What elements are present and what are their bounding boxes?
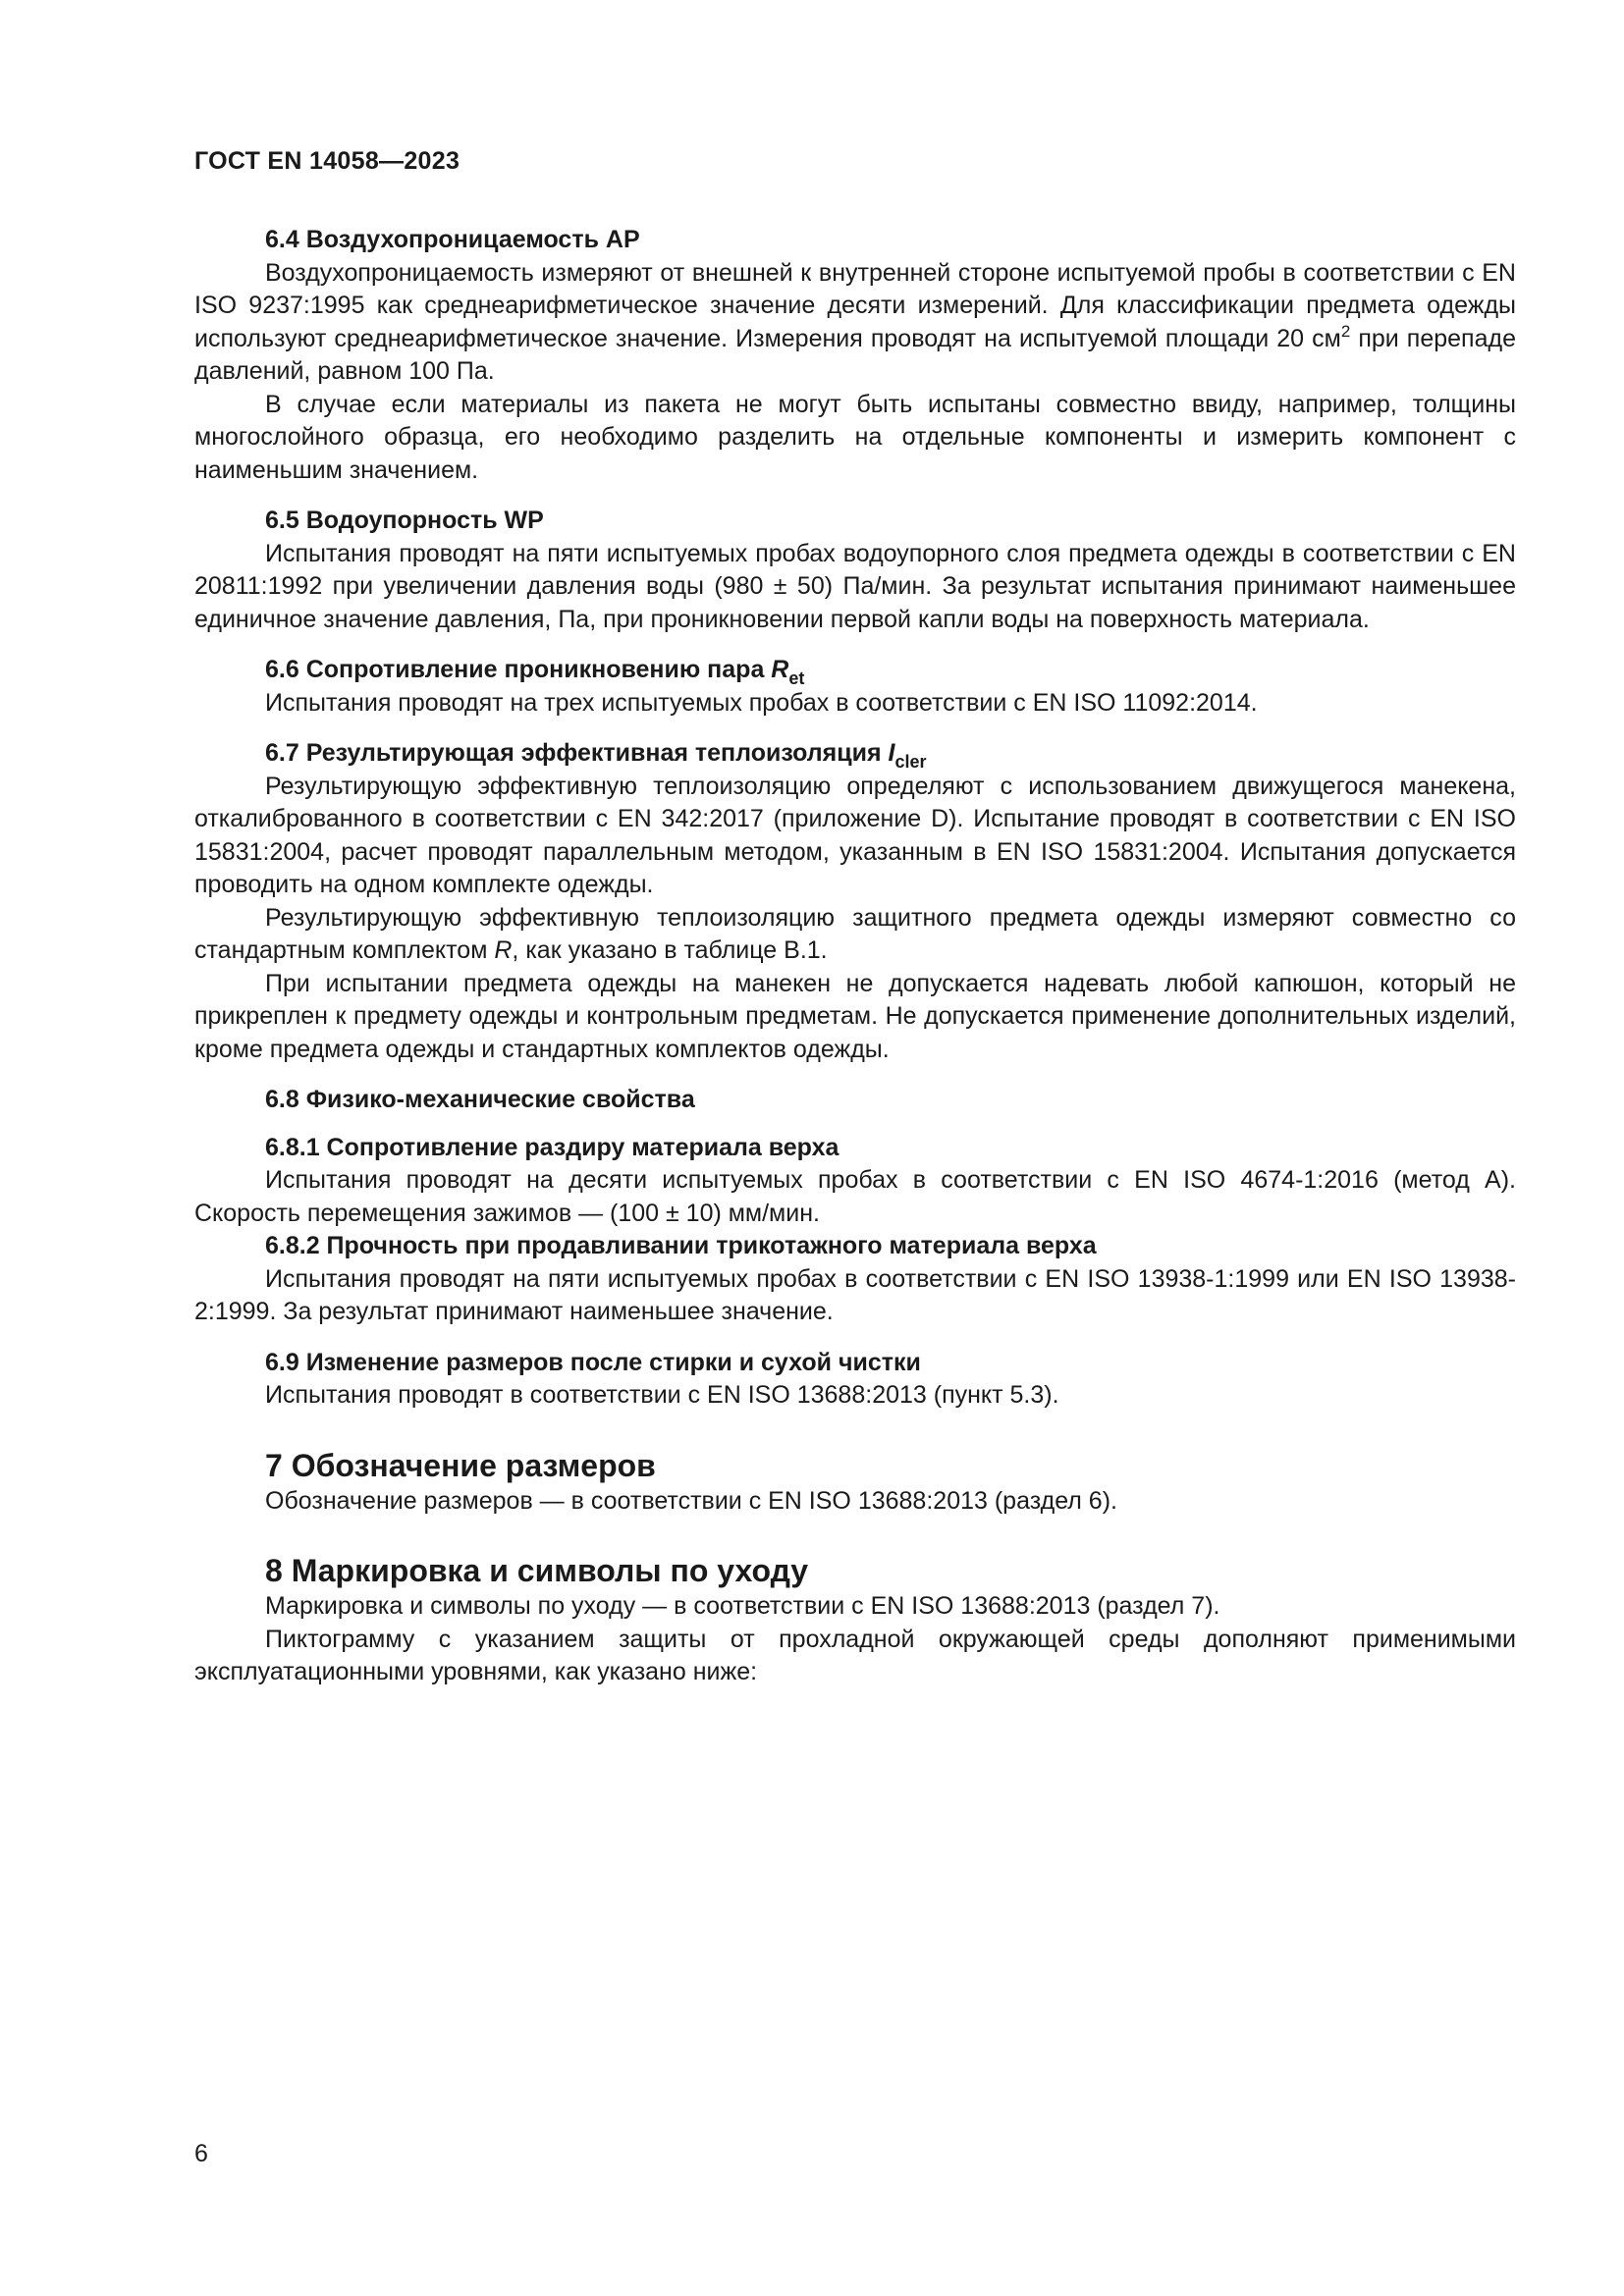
page-number: 6 xyxy=(194,2140,208,2167)
section-6-4-p1-superscript: 2 xyxy=(1340,321,1351,341)
section-6-7-subscript: cler xyxy=(894,752,927,772)
section-6-7-title-text: 6.7 Результирующая эффективная теплоизоляция xyxy=(265,739,889,767)
section-6-6-subscript: et xyxy=(788,668,805,688)
section-6-7-p2-text-a: Результирующую эффективную теплоизоляцию защитного предмета одежды измеряют совместно со стандартным комплектом xyxy=(194,903,1516,964)
section-6-6-title-text: 6.6 Сопротивление проникновению пара xyxy=(265,656,772,683)
section-6-6-paragraph-1: Испытания проводят на трех испытуемых пробах в соответствии с EN ISO 11092:2014. xyxy=(265,688,1258,717)
section-6-7-paragraph-1: Результирующую эффективную теплоизоляцию определяют с использованием движущегося манекена, откалиброванного в соответствии с EN 342:2017 (приложение D). Испытание проводят в соответствии с EN ISO 15831:2004, расчет проводят параллельным методом, указанным в EN ISO 15831:2004. Испытания допускается проводить на одном комплекте одежды. xyxy=(194,772,1516,898)
section-8-paragraph-2: Пиктограмму с указанием защиты от прохладной окружающей среды дополняют применимыми эксплуатационными уровнями, как указано ниже: xyxy=(194,1625,1516,1685)
section-8-heading: 8 Маркировка и символы по уходу xyxy=(265,1553,809,1588)
section-7-heading: 7 Обозначение размеров xyxy=(265,1447,656,1483)
section-6-7-p2-symbol: R xyxy=(494,936,513,964)
section-6-9-paragraph-1: Испытания проводят в соответствии с EN ISO 13688:2013 (пункт 5.3). xyxy=(265,1381,1059,1409)
section-6-7-paragraph-2 xyxy=(194,902,1516,968)
section-6-6-heading xyxy=(194,654,1516,687)
section-6-5-paragraph-1: Испытания проводят на пяти испытуемых пробах водоупорного слоя предмета одежды в соответствии с EN 20811:1992 при увеличении давления воды (980 ± 50) Па/мин. За результат испытания принимают наименьшее единичное значение давления, Па, при проникновении первой капли воды на поверхность материала. xyxy=(194,539,1516,633)
section-6-4-heading: 6.4 Воздухопроницаемость AP xyxy=(265,226,640,253)
section-8-paragraph-1: Маркировка и символы по уходу — в соответствии с EN ISO 13688:2013 (раздел 7). xyxy=(265,1592,1220,1620)
section-6-6-symbol: R xyxy=(771,656,789,683)
section-6-4-paragraph-1 xyxy=(194,257,1516,389)
section-6-7-symbol: I xyxy=(888,739,895,767)
section-6-4-p1-text-a: Воздухопроницаемость измеряют от внешней к внутренней стороне испытуемой пробы в соответствии с EN ISO 9237:1995 как среднеарифметическое значение десяти измерений. Для классификации предмета одежды используют среднеарифметическое значение. Измерения проводят на испытуемой площади 20 см xyxy=(194,258,1516,352)
section-6-4-paragraph-2: В случае если материалы из пакета не могут быть испытаны совместно ввиду, например, толщины многослойного образца, его необходимо разделить на отдельные компоненты и измерить компонент с наименьшим значением. xyxy=(194,390,1516,484)
section-6-7-heading xyxy=(194,737,1516,771)
section-6-7-p2-text-b: , как указано в таблице B.1. xyxy=(512,936,828,964)
section-6-9-heading: 6.9 Изменение размеров после стирки и сухой чистки xyxy=(265,1348,921,1376)
section-6-8-2-heading: 6.8.2 Прочность при продавливании трикотажного материала верха xyxy=(265,1232,1097,1259)
section-6-8-2-paragraph: Испытания проводят на пяти испытуемых пробах в соответствии с EN ISO 13938-1:1999 или EN ISO 13938-2:1999. За результат принимают наименьшее значение. xyxy=(194,1264,1516,1325)
section-6-4-p1-text-b: при перепаде давлений, равном 100 Па. xyxy=(194,324,1516,385)
section-6-5-heading: 6.5 Водоупорность WP xyxy=(265,507,544,534)
document-body xyxy=(194,224,1516,1689)
section-6-8-1-paragraph: Испытания проводят на десяти испытуемых пробах в соответствии с EN ISO 4674-1:2016 (метод А). Скорость перемещения зажимов — (100 ± 10) мм/мин. xyxy=(194,1166,1516,1227)
section-6-7-paragraph-3: При испытании предмета одежды на манекен не допускается надевать любой капюшон, который не прикреплен к предмету одежды и контрольным предметам. Не допускается применение дополнительных изделий, кроме предмета одежды и стандартных комплектов одежды. xyxy=(194,969,1516,1063)
section-6-8-heading: 6.8 Физико-механические свойства xyxy=(265,1086,695,1113)
section-6-8-1-heading: 6.8.1 Сопротивление раздиру материала верха xyxy=(265,1133,839,1161)
document-id-header: ГОСТ EN 14058—2023 xyxy=(194,147,460,175)
section-7-paragraph-1: Обозначение размеров — в соответствии с EN ISO 13688:2013 (раздел 6). xyxy=(265,1486,1117,1515)
